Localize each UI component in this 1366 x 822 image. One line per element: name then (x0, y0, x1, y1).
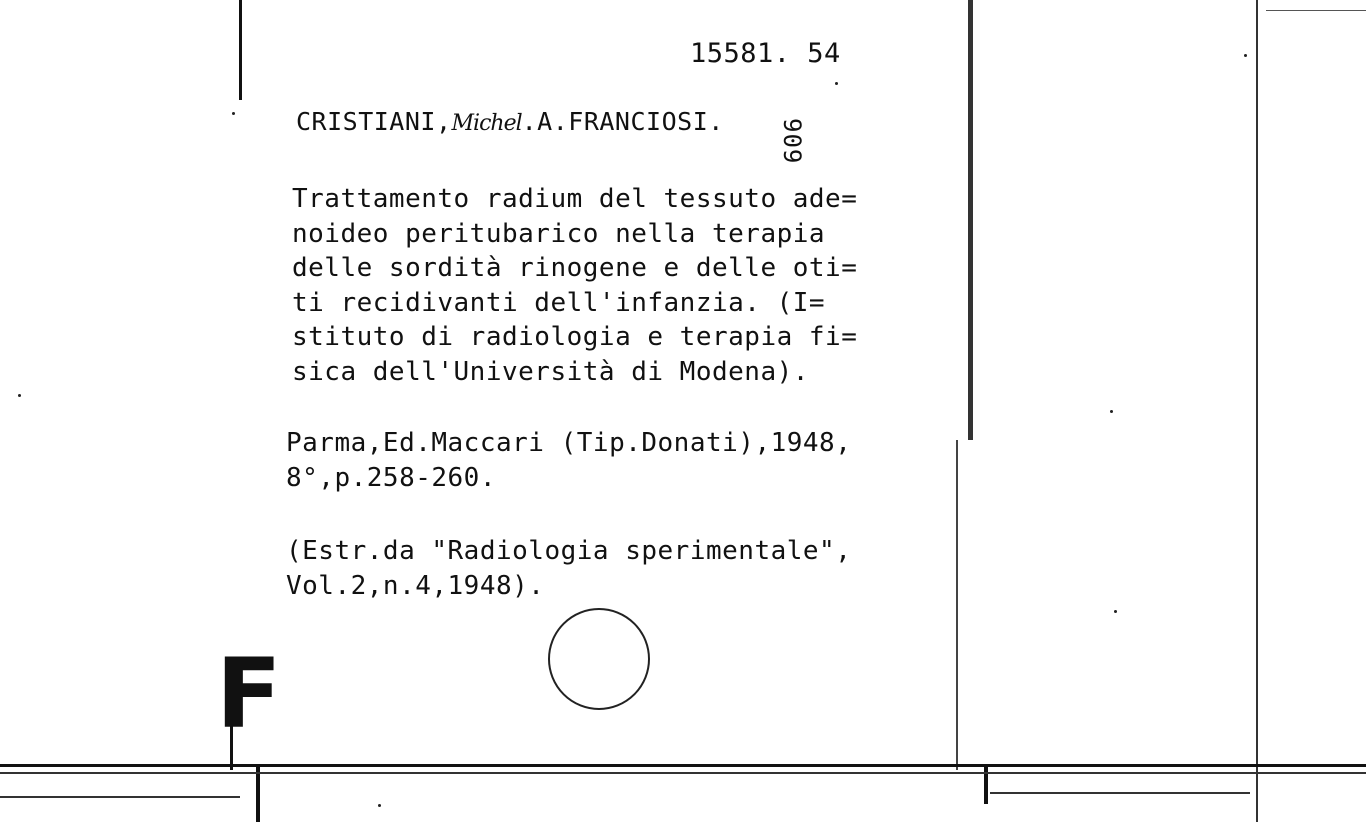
top-scan-line (1266, 10, 1366, 11)
next-card-edge (1256, 0, 1258, 822)
publication-line: 8°,p.258-260. (286, 462, 496, 493)
body-line: stituto di radiologia e terapia fi= (292, 322, 858, 352)
card-left-edge (239, 0, 242, 100)
publication-line: Parma,Ed.Maccari (Tip.Donati),1948, (286, 428, 852, 458)
body-line: delle sordità rinogene e delle oti= (292, 253, 858, 283)
drawer-letter: F (216, 638, 282, 750)
author-handwritten-name: Michel (451, 111, 522, 136)
card-bottom-edge-4 (990, 792, 1250, 794)
scan-dot (1110, 410, 1113, 413)
body-line: ti recidivanti dell'infanzia. (I= (292, 287, 826, 318)
body-line: sica dell'Università di Modena). (292, 356, 809, 387)
scan-dot (1114, 610, 1117, 613)
card-right-edge-lower (956, 440, 958, 770)
bottom-right-mark (984, 764, 988, 804)
card-bottom-edge-3 (0, 796, 240, 798)
author-line (296, 107, 724, 136)
scan-dot (1244, 54, 1247, 57)
extract-info (286, 534, 851, 603)
card-right-edge (968, 0, 973, 440)
card-bottom-edge (0, 764, 1366, 767)
body-line: Trattamento radium del tessuto ade= (292, 184, 858, 214)
body-line: noideo peritubarico nella terapia (292, 218, 826, 249)
author-prefix: CRISTIANI, (296, 107, 452, 136)
publication-info (286, 426, 851, 495)
side-number: 909 (778, 118, 806, 165)
extract-line: (Estr.da "Radiologia sperimentale", (286, 536, 852, 566)
punch-hole (548, 608, 650, 710)
card-bottom-edge-2 (0, 772, 1366, 774)
reference-number: 15581. 54 (690, 38, 841, 69)
scan-dot (378, 804, 381, 807)
scan-dot (18, 394, 21, 397)
extract-line: Vol.2,n.4,1948). (286, 570, 545, 601)
scan-dot (835, 82, 838, 85)
author-suffix: .A.FRANCIOSI. (521, 107, 724, 136)
title-description (292, 182, 857, 389)
scan-dot (232, 112, 235, 115)
